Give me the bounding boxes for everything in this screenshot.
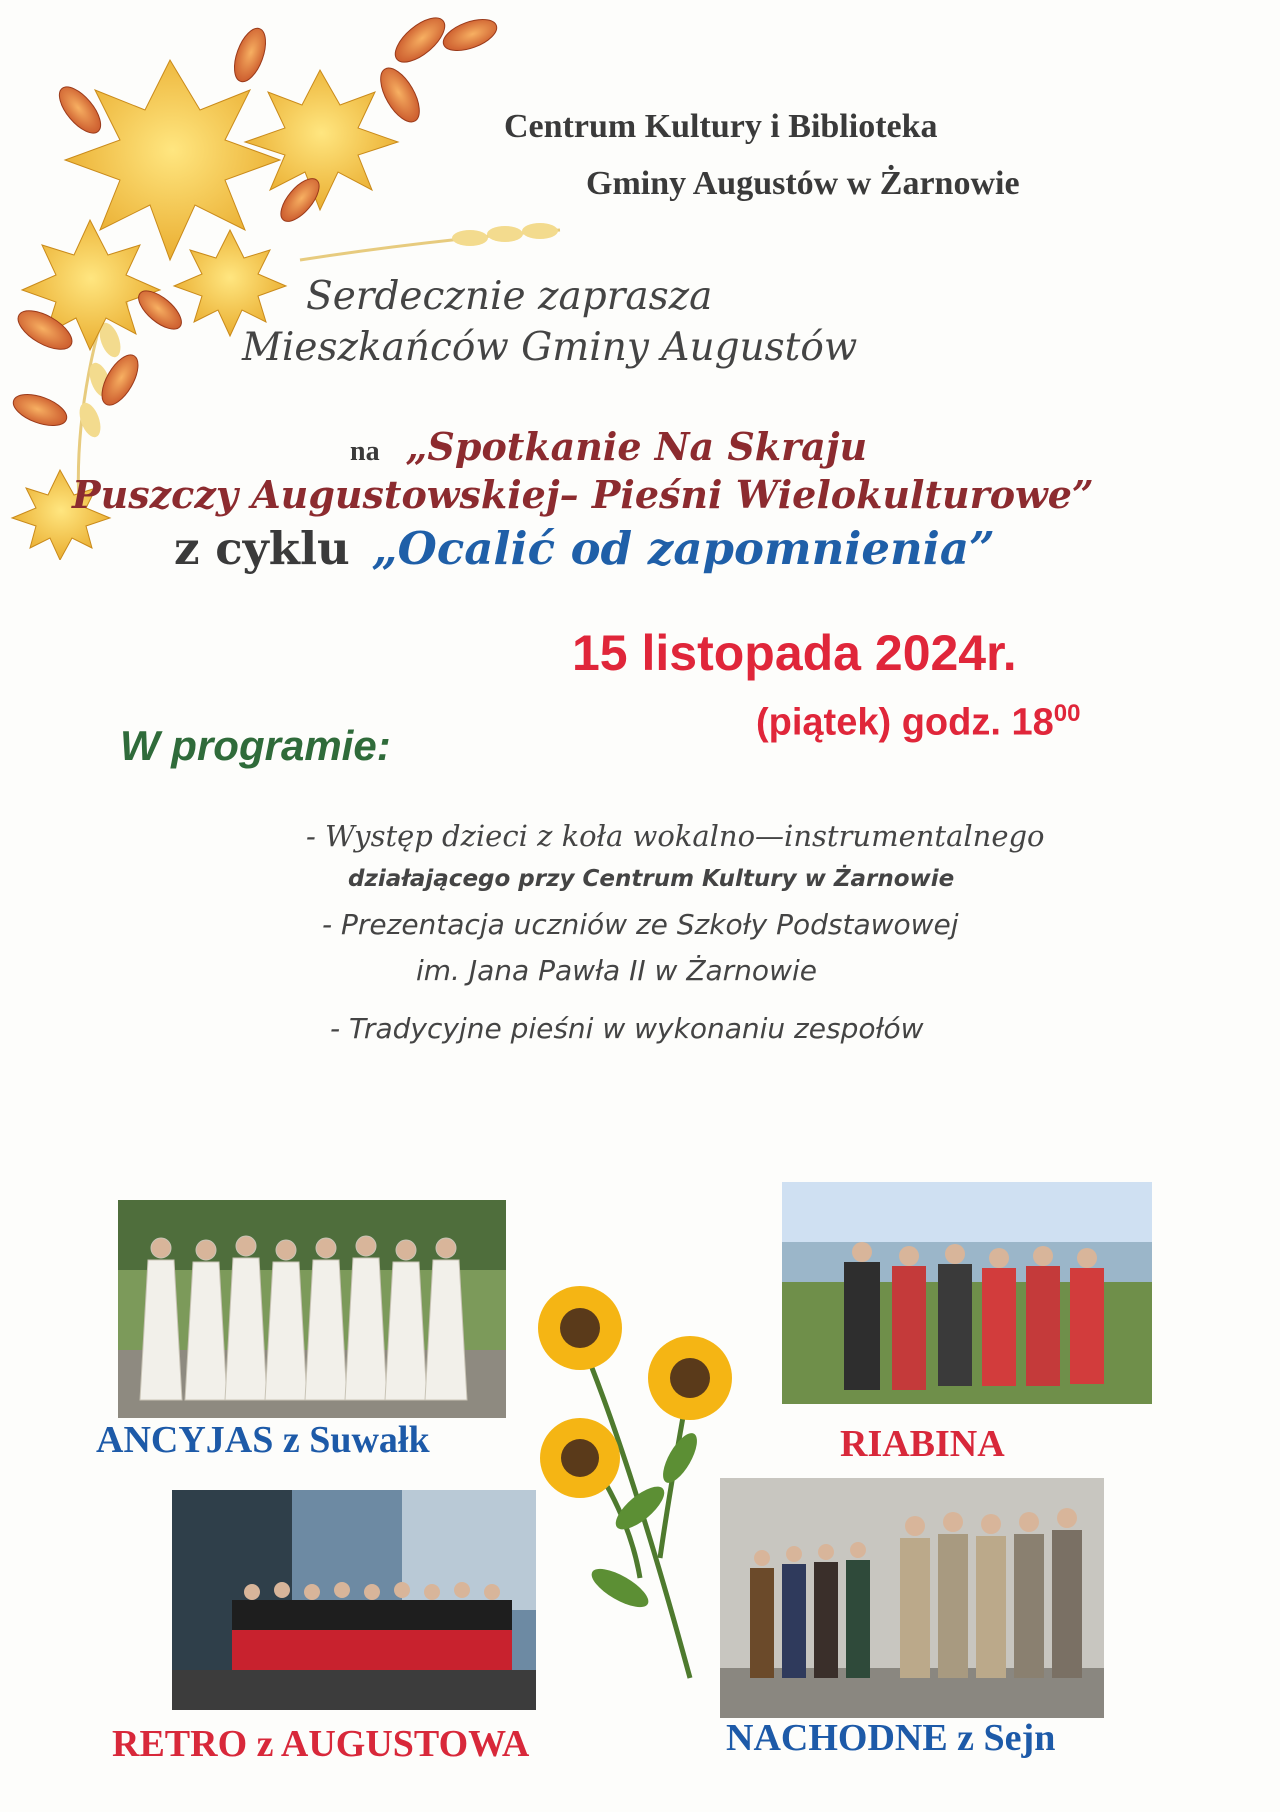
program-item-1-line-2: działającego przy Centrum Kultury w Żarnowie — [348, 866, 955, 892]
photo-riabina — [782, 1182, 1152, 1404]
event-day: (piątek) — [756, 701, 892, 744]
caption-ancyjas: ANCYJAS z Suwałk — [96, 1419, 430, 1461]
invitation-line-1: Serdecznie zaprasza — [306, 274, 713, 319]
photo-nachodne — [720, 1478, 1104, 1718]
caption-nachodne: NACHODNE z Sejn — [726, 1717, 1056, 1759]
caption-retro: RETRO z AUGUSTOWA — [112, 1723, 530, 1765]
series-name: „Ocalić od zapomnienia” — [371, 522, 995, 575]
caption-riabina: RIABINA — [840, 1423, 1005, 1465]
event-title-part-1: „Spotkanie Na Skraju — [405, 424, 868, 469]
photo-retro — [172, 1490, 536, 1710]
time-label: godz. — [901, 701, 1001, 744]
time-hour: 18 — [1011, 701, 1054, 744]
program-heading: W programie: — [120, 722, 391, 769]
event-day-time — [756, 700, 1080, 745]
series-prefix: z cyklu — [174, 522, 350, 575]
program-item-1-line-1: - Występ dzieci z koła wokalno—instrumentalnego — [306, 819, 1045, 853]
organizer-line-2: Gminy Augustów w Żarnowie — [586, 165, 1020, 202]
event-series — [174, 522, 995, 575]
event-date: 15 listopada 2024r. — [572, 625, 1017, 681]
organizer-line-1: Centrum Kultury i Biblioteka — [504, 108, 938, 145]
event-title-line-2: Puszczy Augustowskiej– Pieśni Wielokulturowe” — [72, 472, 1094, 517]
event-title-line-1 — [350, 424, 867, 469]
program-item-3: - Tradycyjne pieśni w wykonaniu zespołów — [330, 1012, 924, 1045]
program-item-2-line-1: - Prezentacja uczniów ze Szkoły Podstawowej — [322, 908, 959, 941]
photo-ancyjas — [118, 1200, 506, 1418]
event-prefix: na — [350, 436, 380, 467]
program-item-2-line-2: im. Jana Pawła II w Żarnowie — [416, 954, 817, 987]
invitation-line-2: Mieszkańców Gminy Augustów — [242, 325, 858, 370]
time-minutes: 00 — [1053, 700, 1081, 727]
